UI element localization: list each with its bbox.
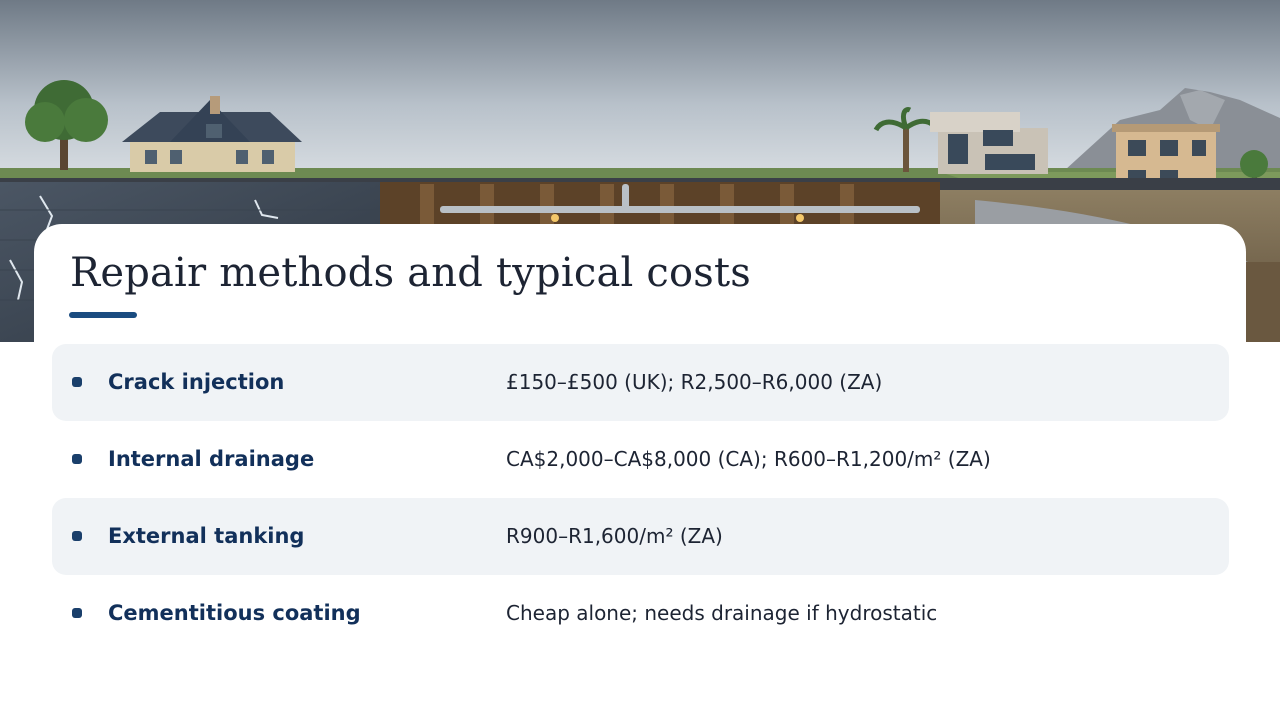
bullet-icon [72, 608, 82, 618]
cost-value: CA$2,000–CA$8,000 (CA); R600–R1,200/m² (ZA) [506, 447, 991, 471]
method-label: Crack injection [108, 370, 285, 394]
table-row [52, 575, 1229, 652]
table-row [52, 421, 1229, 498]
bullet-icon [72, 377, 82, 387]
cost-table [52, 344, 1229, 652]
method-label: Internal drainage [108, 447, 315, 471]
bullet-icon [72, 454, 82, 464]
bullet-icon [72, 531, 82, 541]
cost-value: Cheap alone; needs drainage if hydrostatic [506, 601, 938, 625]
cost-value: £150–£500 (UK); R2,500–R6,000 (ZA) [506, 370, 883, 394]
page-title: Repair methods and typical costs [70, 250, 752, 296]
method-label: External tanking [108, 524, 305, 548]
cost-value: R900–R1,600/m² (ZA) [506, 524, 723, 548]
method-label: Cementitious coating [108, 601, 361, 625]
table-row [52, 498, 1229, 575]
basement-cutaway-icon [380, 182, 940, 226]
title-underline [69, 312, 137, 318]
content-card [34, 224, 1246, 720]
table-row [52, 344, 1229, 421]
